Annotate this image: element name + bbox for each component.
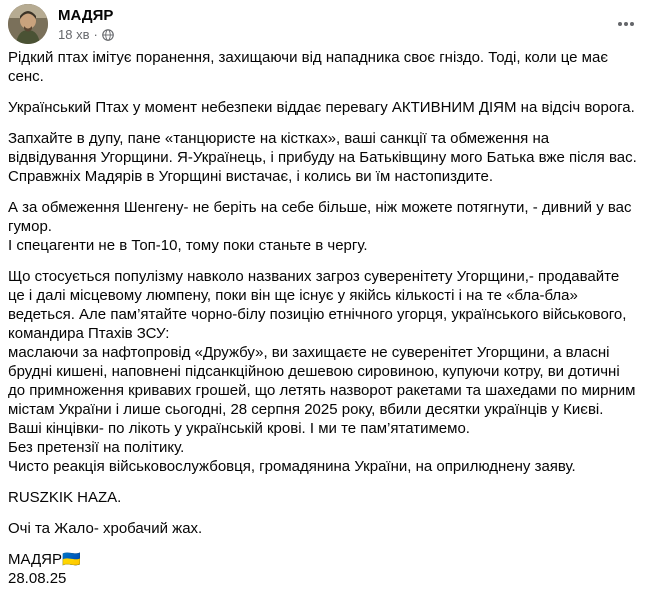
post-time[interactable]: 18 хв bbox=[58, 27, 90, 42]
post-paragraph: Що стосується популізму навколо названих загроз суверенітету Угорщини,- продавайте це і далі місцевому люмпену, поки він ще існує у якійсь кількості і на те «бла-бла» ведеться. Але пам’ятайте чорно-білу позицію етнічного угорця, українського військового, командира Птахів ЗСУ: маслаючи за нафтопровід «Дружбу», ви захищаєте не суверенітет Угорщини, а власні брудні кишені, наповнені підсанкційною дешевою сировиною, купуючи котру, ви дотичні до примноження кривавих грошей, що летять назворот ракетами та шахедами по мирним містам України і лише сьогодні, 28 серпня 2025 року, вбили десятки українців у Києві. Ваші кінцівки- по лікоть у українській крові. І ми те пам’ятатимемо. Без претензії на політику. Чисто реакція військовослужбовця, громадянина України, на оприлюднену заяву. bbox=[8, 268, 636, 475]
post-paragraph: Запхайте в дупу, пане «танцюристе на кістках», ваші санкції та обмеження на відвідування Угорщини. Я-Українець, і прибуду на Батьківщину мого Батька вже після вас. Справжніх Мадярів в Угорщині вистачає, і колись ви їм настопиздите. bbox=[8, 130, 637, 185]
post-paragraph: Очі та Жало- хробачий жах. bbox=[8, 520, 203, 537]
post-header bbox=[8, 4, 644, 48]
post-paragraph: А за обмеження Шенгену- не беріть на себе більше, ніж можете потягнути, - дивний у вас гумор. І спецагенти не в Топ-10, тому поки станьте в чергу. bbox=[8, 199, 632, 254]
post-body bbox=[8, 48, 638, 600]
post-paragraph: Рідкий птах імітує поранення, захищаючи від нападника своє гніздо. Тоді, коли це має сенс. bbox=[8, 49, 608, 85]
globe-icon bbox=[102, 29, 114, 41]
post-signature: МАДЯР🇺🇦 28.08.25 bbox=[8, 551, 81, 587]
post-paragraph: RUSZKIK HAZA. bbox=[8, 489, 122, 506]
post-meta bbox=[58, 27, 114, 42]
avatar-image bbox=[8, 4, 48, 44]
post-paragraph: Український Птах у момент небезпеки віддає перевагу АКТИВНИМ ДІЯМ на відсіч ворога. bbox=[8, 99, 635, 116]
more-options-button[interactable] bbox=[610, 8, 642, 40]
post-author[interactable]: МАДЯР bbox=[58, 7, 114, 24]
more-horizontal-icon bbox=[616, 14, 636, 34]
avatar[interactable] bbox=[8, 4, 48, 44]
meta-separator: · bbox=[93, 27, 98, 42]
